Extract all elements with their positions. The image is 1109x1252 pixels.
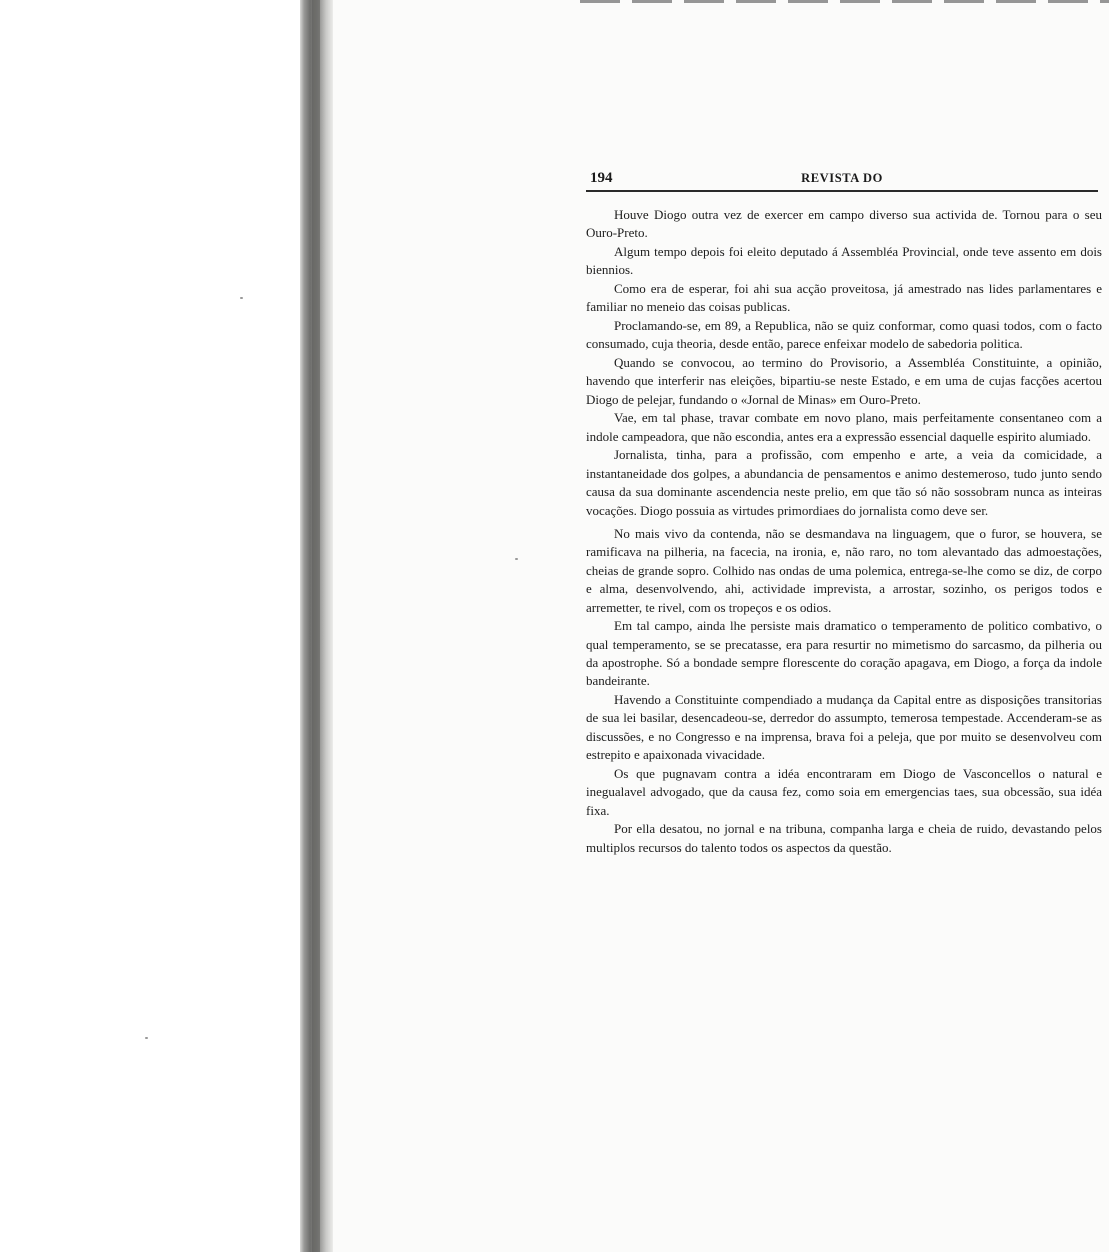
paragraph: Em tal campo, ainda lhe persiste mais dramatico o temperamento de politico combativo, o qual temperamento, se se precatasse, era para resurtir no mimetismo do sarcasmo, da pilheria ou da apostrophe. Só a bondade sempre florescente do coração apagava, em Diogo, a força da indole bandeirante. bbox=[586, 618, 1102, 689]
paragraph: Por ella desatou, no jornal e na tribuna, companha larga e cheia de ruido, devastando pelos multiplos recursos do talento todos os aspectos da questão. bbox=[586, 821, 1102, 855]
scan-speck bbox=[515, 558, 518, 560]
facing-page-margin bbox=[0, 0, 300, 1252]
header-rule bbox=[586, 190, 1098, 192]
page-number: 194 bbox=[590, 170, 613, 186]
body-text bbox=[586, 206, 1102, 857]
book-gutter bbox=[312, 0, 320, 1252]
paragraph: Como era de esperar, foi ahi sua acção proveitosa, já amestrado nas lides parlamentares e familiar no meneio das coisas publicas. bbox=[586, 281, 1102, 315]
page-header bbox=[588, 170, 1096, 192]
paragraph: Quando se convocou, ao termino do Provisorio, a Assembléa Constituinte, a opinião, havendo que interferir nas eleições, bipartiu-se neste Estado, e em uma de cujas facções acertou Diogo de pelejar, fundando o «Jornal de Minas» em Ouro-Preto. bbox=[586, 355, 1102, 407]
scan-edge-artifact bbox=[580, 0, 1109, 3]
paragraph: Proclamando-se, em 89, a Republica, não se quiz conformar, como quasi todos, com o facto consumado, cuja theoria, desde então, parece enfeixar modelo de sabedoria politica. bbox=[586, 318, 1102, 352]
paragraph: Algum tempo depois foi eleito deputado á Assembléa Provincial, onde teve assento em dois biennios. bbox=[586, 244, 1102, 278]
scan-speck bbox=[240, 297, 243, 299]
scan-speck bbox=[145, 1037, 148, 1039]
paragraph: Houve Diogo outra vez de exercer em campo diverso sua activida de. Tornou para o seu Ouro-Preto. bbox=[586, 207, 1102, 241]
paragraph: Vae, em tal phase, travar combate em novo plano, mais perfeitamente consentaneo com a indole campeadora, que não escondia, antes era a expressão essencial daquelle espirito alumiado. bbox=[586, 410, 1102, 444]
paragraph: No mais vivo da contenda, não se desmandava na linguagem, que o furor, se houvera, se ramificava na pilheria, na facecia, na ironia, e, não raro, no tom alevantado das admoestações, cheias de grande sopro. Colhido nas ondas de uma polemica, entrega-se-lhe como se diz, de corpo e alma, desenvolvendo, ahi, actividade imprevista, a arrostar, sozinho, os perigos todos e arremetter, te rivel, com os tropeços e os odios. bbox=[586, 526, 1102, 615]
paragraph: Havendo a Constituinte compendiado a mudança da Capital entre as disposições transitorias de sua lei basilar, desencadeou-se, derredor do assumpto, temerosa tempestade. Accenderam-se as discussões, e no Congresso e na imprensa, brava foi a peleja, que por muito se desenvolveu com estrepito e apaixonada vivacidade. bbox=[586, 692, 1102, 763]
running-title: REVISTA DO bbox=[801, 171, 883, 185]
paragraph: Jornalista, tinha, para a profissão, com empenho e arte, a veia da comicidade, a instantaneidade dos golpes, a abundancia de pensamentos e animo destemeroso, tudo junto sendo causa da sua dominante ascendencia neste prelio, em que tão só não sossobram nunca as inteiras vocações. Diogo possuia as virtudes primordiaes do jornalista como deve ser. bbox=[586, 447, 1102, 518]
paragraph: Os que pugnavam contra a idéa encontraram em Diogo de Vasconcellos o natural e inegualavel advogado, que da causa fez, como soia em emergencias taes, sua obcessão, sua idéa fixa. bbox=[586, 765, 1102, 818]
